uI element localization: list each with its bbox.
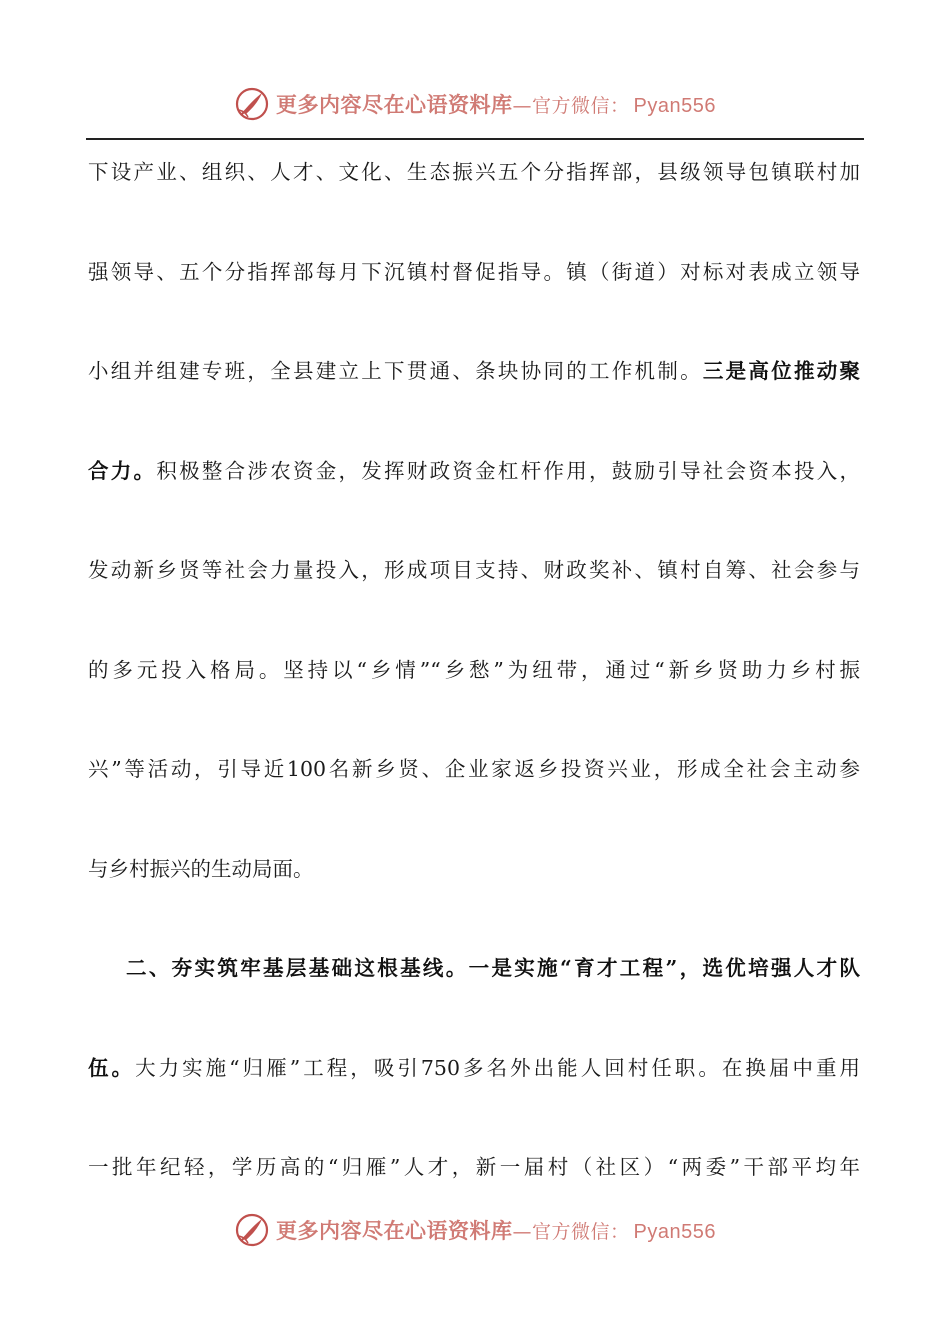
footer-wechat-id: Pyan556 bbox=[633, 1221, 716, 1243]
text-line-4-b: 积极整合涉农资金，发挥财政资金杠杆作用，鼓励引导社会资本投入， bbox=[156, 458, 860, 483]
text-line-10-b: 大力实施“归雁”工程，吸引750多名外出能人回村任职。在换届中重用 bbox=[135, 1055, 860, 1080]
document-body bbox=[88, 152, 860, 1247]
header-dash: — bbox=[512, 95, 532, 117]
text-line-10-bold: 伍。 bbox=[88, 1055, 136, 1080]
footer-brand: 更多内容尽在心语资料库 bbox=[276, 1218, 513, 1243]
text-line-3 bbox=[88, 351, 860, 451]
text-line-11: 一批年纪轻，学历高的“归雁”人才，新一届村（社区）“两委”干部平均年 bbox=[88, 1155, 860, 1179]
text-line-4 bbox=[88, 451, 860, 551]
text-line-1: 下设产业、组织、人才、文化、生态振兴五个分指挥部，县级领导包镇联村加 bbox=[88, 160, 860, 184]
header-official: 官方微信： bbox=[532, 95, 630, 117]
text-line-5: 发动新乡贤等社会力量投入，形成项目支持、财政奖补、镇村自筹、社会参与 bbox=[88, 558, 860, 582]
text-line-6: 的多元投入格局。坚持以“乡情”“乡愁”为纽带，通过“新乡贤助力乡村振 bbox=[88, 657, 860, 682]
text-line-2: 强领导、五个分指挥部每月下沉镇村督促指导。镇（街道）对标对表成立领导 bbox=[88, 259, 860, 284]
text-line-3-a: 小组并组建专班，全县建立上下贯通、条块协同的工作机制。 bbox=[88, 359, 703, 383]
text-line-3-bold: 三是高位推动聚 bbox=[702, 359, 860, 383]
text-line-8: 与乡村振兴的生动局面。 bbox=[88, 856, 314, 881]
header-banner bbox=[0, 82, 950, 126]
text-line-7: 兴”等活动，引导近100名新乡贤、企业家返乡投资兴业，形成全社会主动参 bbox=[88, 757, 860, 781]
pen-nib-logo-icon bbox=[234, 86, 270, 122]
pen-nib-logo-icon bbox=[234, 1212, 270, 1248]
section-heading-line: 二、夯实筑牢基层基础这根基线。一是实施“育才工程”，选优培强人才队 bbox=[126, 956, 860, 980]
text-line-4-bold: 合力。 bbox=[88, 458, 157, 483]
header-text bbox=[276, 89, 716, 119]
header-brand: 更多内容尽在心语资料库 bbox=[276, 92, 513, 117]
footer-banner bbox=[0, 1208, 950, 1252]
text-line-10 bbox=[88, 1048, 860, 1148]
header-wechat-id: Pyan556 bbox=[633, 95, 716, 117]
footer-official: 官方微信： bbox=[532, 1221, 630, 1243]
header-divider bbox=[86, 138, 864, 140]
footer-text bbox=[276, 1215, 716, 1245]
footer-dash: — bbox=[512, 1221, 532, 1243]
